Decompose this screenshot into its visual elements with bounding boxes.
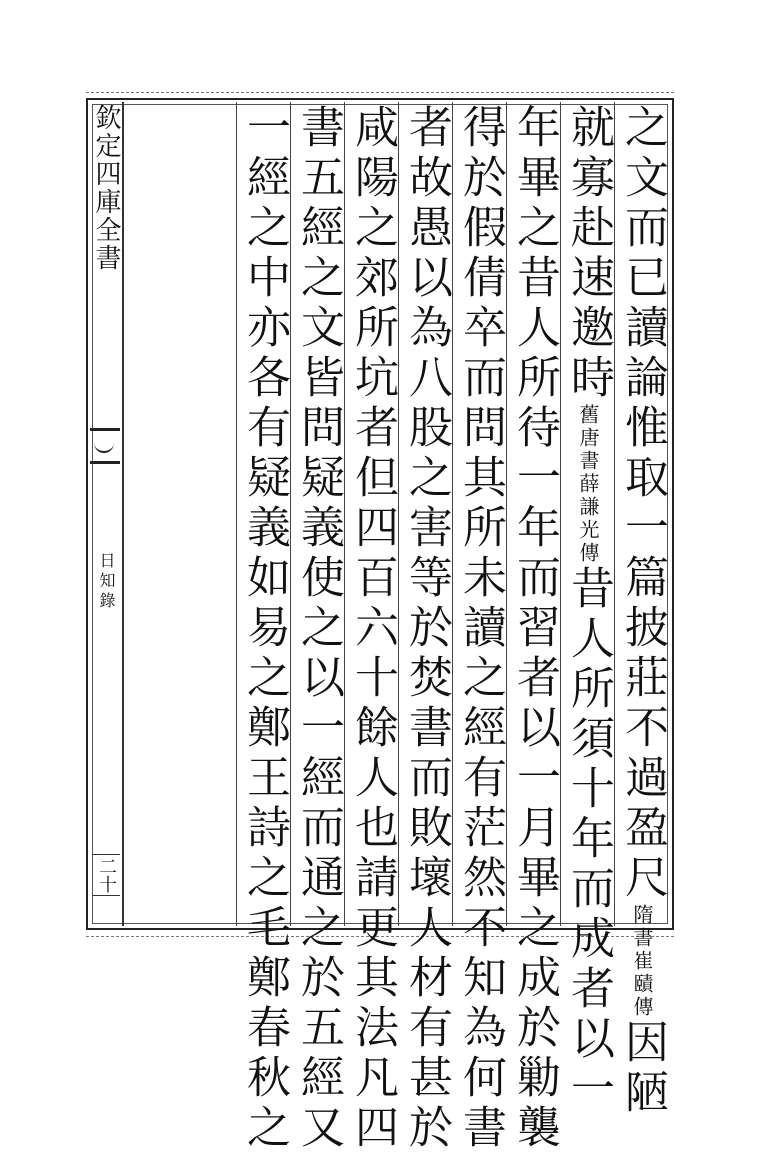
text-column-8 bbox=[236, 102, 290, 1154]
text-column-3 bbox=[506, 102, 560, 1154]
collection-title: 欽定四庫全書 bbox=[91, 104, 121, 272]
main-text: 之文而已讀論惟取一篇披莊不過盈尺 bbox=[617, 104, 668, 904]
column-text bbox=[563, 104, 614, 1115]
annotation-line: 賾傳 bbox=[630, 973, 654, 1019]
main-text-continued: 昔人所須十年而成者以一 bbox=[563, 565, 614, 1115]
book-title: 日知錄 bbox=[97, 552, 116, 612]
annotation-line: 謙光傳 bbox=[576, 496, 600, 565]
annotation-line: 隋書崔 bbox=[630, 904, 654, 973]
column-text: 年畢之昔人所待一年而習者以一月畢之成於勦襲 bbox=[509, 104, 560, 1154]
page-number: 二十 bbox=[92, 854, 120, 896]
text-columns bbox=[128, 102, 668, 1154]
annotation bbox=[565, 404, 611, 565]
text-column-7 bbox=[290, 102, 344, 1154]
column-text: 一經之中亦各有疑義如易之鄭王詩之毛鄭春秋之 bbox=[239, 104, 290, 1154]
text-column-6 bbox=[344, 102, 398, 1154]
annotation-line: 舊唐書薛 bbox=[576, 404, 600, 496]
text-column-5 bbox=[398, 102, 452, 1154]
margin-band bbox=[90, 102, 124, 926]
text-column-4 bbox=[452, 102, 506, 1154]
column-text: 書五經之文皆問疑義使之以一經而通之於五經又 bbox=[293, 104, 344, 1154]
column-text bbox=[617, 104, 668, 1119]
column-text: 者故愚以為八股之害等於焚書而敗壞人材有甚於 bbox=[401, 104, 452, 1154]
text-column-1 bbox=[614, 102, 668, 1119]
main-text: 就寡赴速邀時 bbox=[563, 104, 614, 404]
main-text-continued: 因陋 bbox=[617, 1019, 668, 1119]
fish-tail-mark bbox=[90, 428, 120, 464]
column-text: 咸陽之郊所坑者但四百六十餘人也請更其法凡四 bbox=[347, 104, 398, 1154]
annotation bbox=[619, 904, 665, 1019]
text-column-2 bbox=[560, 102, 614, 1115]
frame-top-edge bbox=[86, 92, 674, 97]
column-text: 得於假倩卒而問其所未讀之經有茫然不知為何書 bbox=[455, 104, 506, 1154]
